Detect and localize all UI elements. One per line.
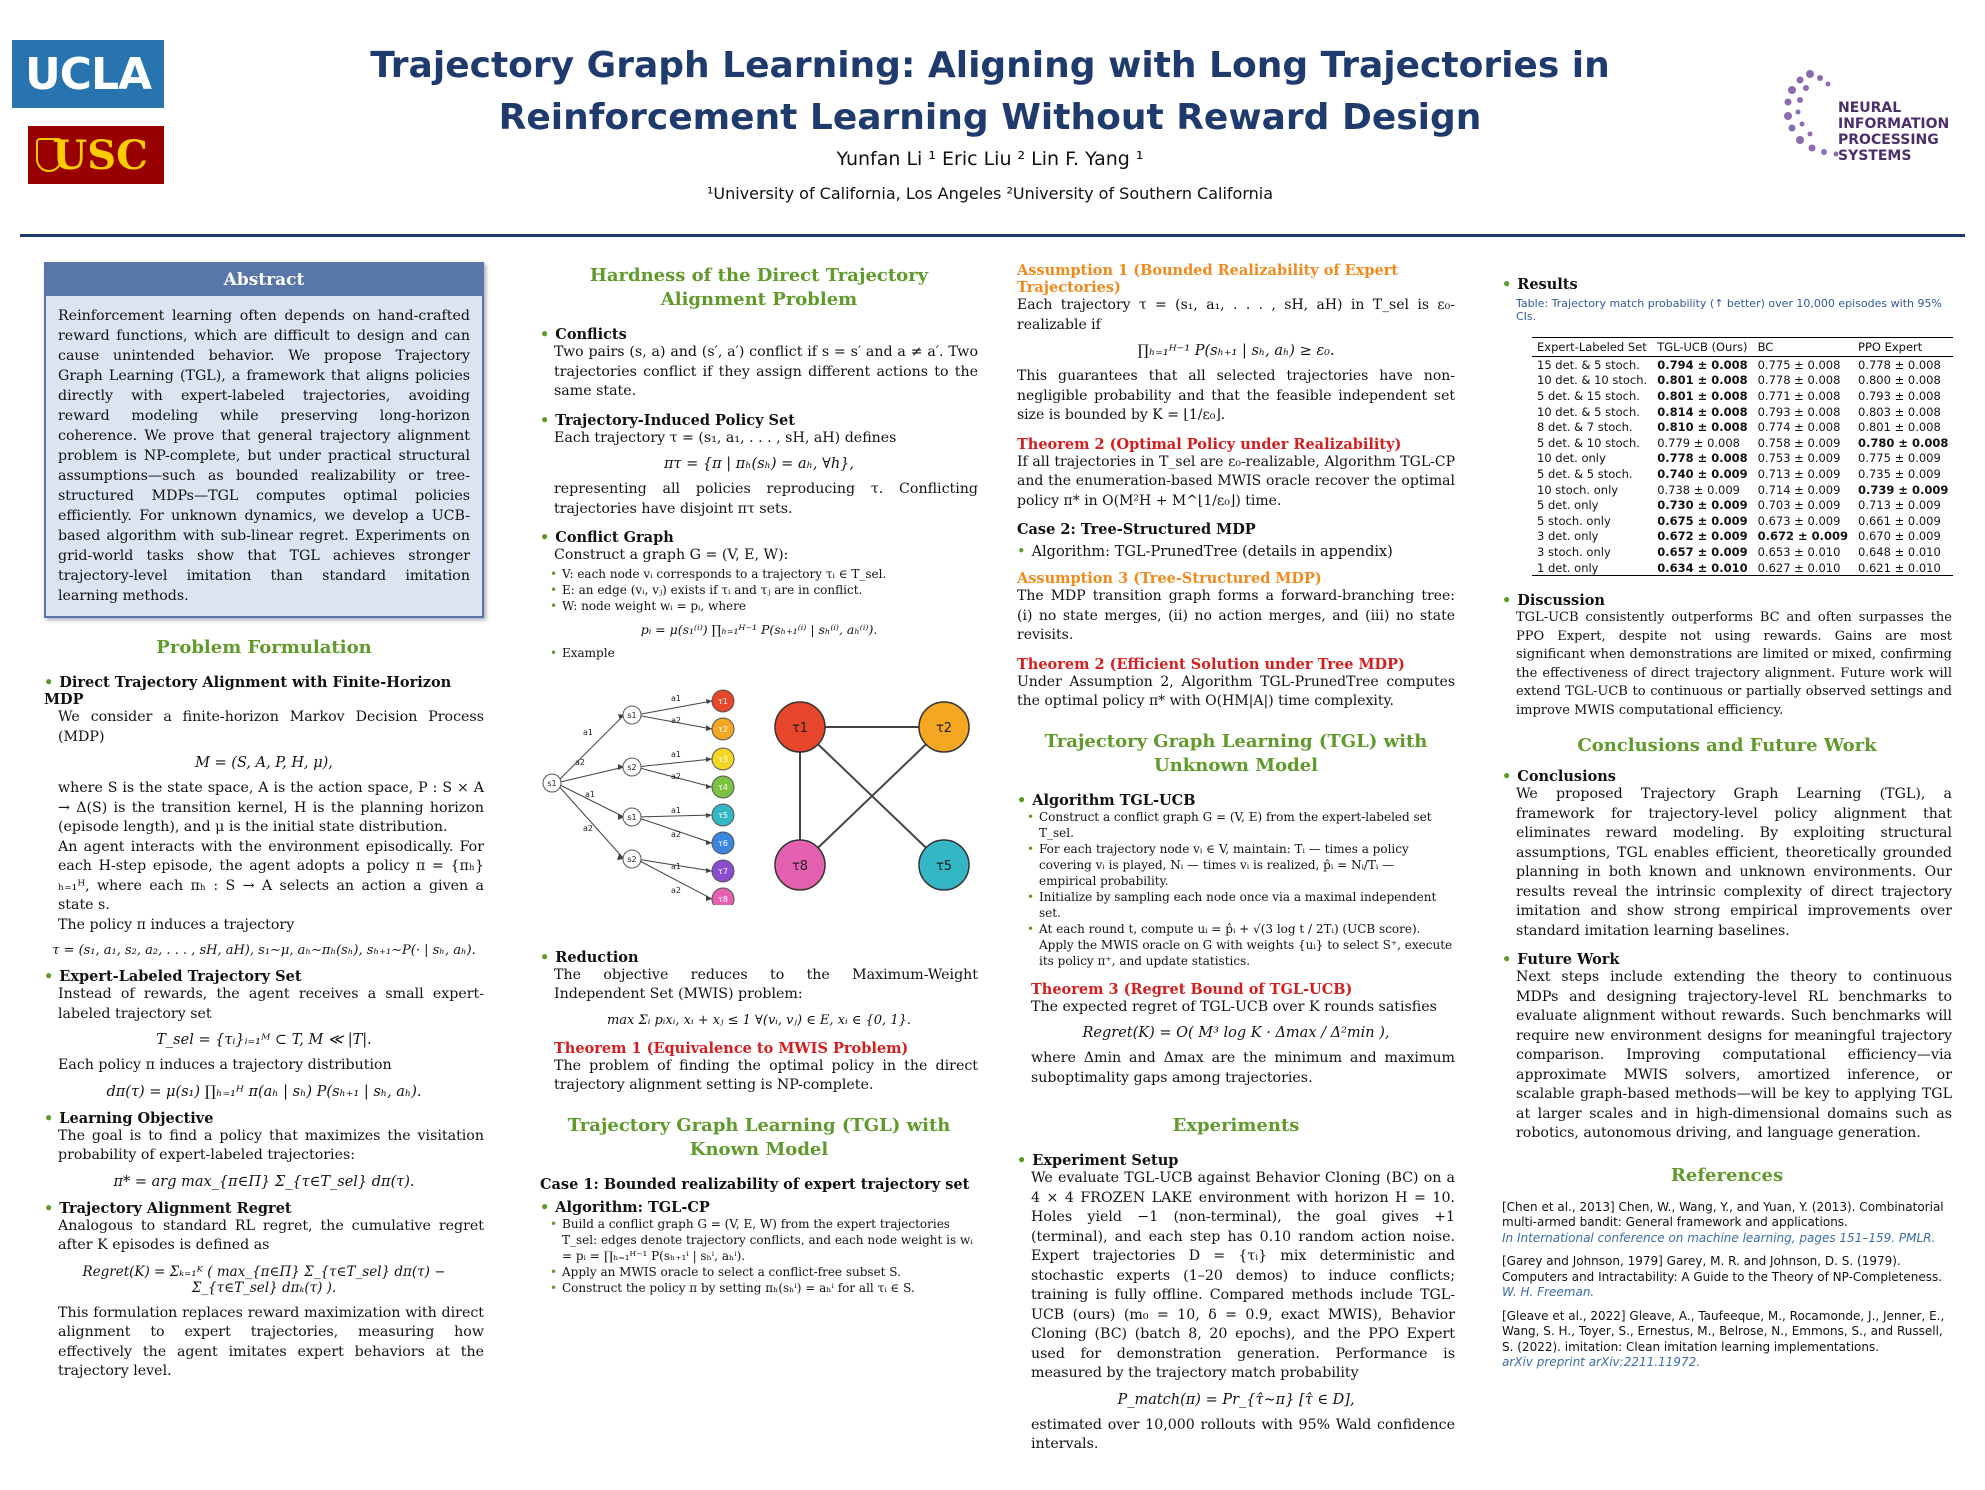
policy-set-heading: • Trajectory-Induced Policy Set [540, 412, 978, 429]
references-title: References [1670, 1164, 1784, 1186]
table-cell: 0.801 ± 0.008 [1657, 373, 1748, 388]
graph-node-tau-8: τ8 [791, 858, 809, 874]
leaf-tau-2: τ2 [718, 724, 728, 734]
table-cell: 0.775 ± 0.009 [1858, 451, 1941, 466]
learning-objective-text: The goal is to find a policy that maximizes the visitation probability of expert-labeled trajectories: [58, 1127, 484, 1163]
table-row [1532, 466, 1953, 482]
neurips-line-3: PROCESSING [1838, 132, 1939, 148]
table-row [1532, 419, 1953, 435]
table-cell: 0.774 ± 0.008 [1757, 420, 1841, 435]
reference-2-link[interactable]: W. H. Freeman. [1502, 1285, 1595, 1300]
column-2 [540, 262, 978, 1296]
table-cell: 0.814 ± 0.008 [1657, 404, 1748, 419]
table-cell: 10 det. & 5 stoch. [1537, 404, 1640, 419]
tree-node-2: s2 [627, 762, 637, 772]
expert-set-equation: T_sel = {τᵢ}ᵢ₌₁ᴹ ⊂ T, M ≪ |T|. [156, 1032, 372, 1048]
ucla-logo [12, 40, 164, 108]
table-cell: 0.627 ± 0.010 [1753, 560, 1853, 576]
tree-edge-label: a2 [671, 885, 681, 895]
table-cell: 0.740 ± 0.009 [1657, 466, 1748, 481]
experiment-setup-heading: • Experiment Setup [1017, 1152, 1455, 1169]
mdp-intro-text: We consider a finite-horizon Markov Decision Process (MDP) [58, 709, 484, 745]
table-cell: 10 det. only [1537, 451, 1606, 466]
tree-edge-label: a1 [585, 789, 595, 799]
tgl-cp-step-3: • Construct the policy π by setting πₕ(sₕⁱ) = aₕⁱ for all τᵢ ∈ S. [540, 1280, 978, 1296]
table-cell: 5 det. & 5 stoch. [1537, 466, 1633, 481]
table-cell: 0.778 ± 0.008 [1657, 451, 1748, 466]
tgl-ucb-step-4: • At each round t, compute uᵢ = p̂ᵢ + √(3 log t / 2Tᵢ) (UCB score). Apply the MWIS oracle on G with weights {uᵢ} to select S⁺, execute its policy π⁺, and update statistics. [1017, 921, 1455, 969]
mdp-definition-text: where S is the state space, A is the action space, P : S × A → Δ(S) is the transition kernel, H is the planning horizon (episode length), and μ is the initial state distribution. [58, 780, 484, 835]
case-1-heading: Case 1: Bounded realizability of expert trajectory set [540, 1175, 970, 1193]
example-label: • Example [540, 645, 978, 661]
direct-alignment-heading: • Direct Trajectory Alignment with Finite-Horizon MDP [44, 674, 484, 708]
theorem-1-title: Theorem 1 (Equivalence to MWIS Problem) [554, 1039, 909, 1057]
column-1 [44, 262, 484, 1382]
tree-edge-label: a1 [671, 861, 681, 871]
assumption-3-title: Assumption 3 (Tree-Structured MDP) [1017, 570, 1322, 587]
table-cell: 0.793 ± 0.008 [1757, 404, 1841, 419]
table-cell: 0.713 ± 0.009 [1858, 498, 1941, 513]
alignment-regret-heading: • Trajectory Alignment Regret [44, 1200, 484, 1217]
poster-header [0, 0, 1985, 240]
conflict-graph-heading: • Conflict Graph [540, 529, 978, 546]
table-cell: 0.670 ± 0.009 [1858, 529, 1941, 544]
table-cell: 0.735 ± 0.009 [1858, 466, 1941, 481]
table-row [1532, 388, 1953, 404]
policy-trajectory-text: The policy π induces a trajectory [58, 916, 295, 933]
future-work-text: Next steps include extending the theory to continuous MDPs and designing trajectory-level RL benchmarks to evaluate alignment without rewards. Such benchmarks will require new environment designs for meaningful trajectory comparison. Improving computational efficiency—via approximate MWIS solvers, amortized inference, or scalable graph-based methods—will be key to applying TGL at larger scales and in high-dimensional domains such as robotics, autonomous driving, and language generation. [1516, 969, 1952, 1142]
leaf-tau-4: τ4 [718, 782, 728, 792]
tree-node-root: s1 [547, 778, 557, 788]
table-row [1532, 529, 1953, 545]
table-cell: 5 det. & 15 stoch. [1537, 388, 1640, 403]
table-column-header: PPO Expert [1853, 338, 1953, 357]
table-row [1532, 373, 1953, 389]
experiment-setup-text-2: estimated over 10,000 rollouts with 95% Wald confidence intervals. [1031, 1416, 1455, 1452]
tree-edge-label: a2 [671, 771, 681, 781]
table-cell: 5 stoch. only [1537, 513, 1611, 528]
table-cell: 10 stoch. only [1537, 482, 1619, 497]
table-row [1532, 451, 1953, 467]
discussion-heading: • Discussion [1502, 592, 1952, 609]
conflict-graph-e: • E: an edge (vᵢ, vⱼ) exists if τᵢ and τⱼ are in conflict. [540, 582, 978, 598]
theorem-3-text: The expected regret of TGL-UCB over K rounds satisfies [1031, 998, 1437, 1015]
learning-objective-heading: • Learning Objective [44, 1110, 484, 1127]
reference-1-text: [Chen et al., 2013] Chen, W., Wang, Y., and Yuan, Y. (2013). Combinatorial multi-armed bandit: General framework and applications. [1502, 1199, 1944, 1230]
future-work-heading: • Future Work [1502, 951, 1952, 968]
table-row [1532, 544, 1953, 560]
regret-bound-equation: Regret(K) = O( M³ log K · Δmax / Δ²min ), [1082, 1025, 1390, 1041]
conflict-graph-w: • W: node weight wᵢ = pᵢ, where [540, 598, 978, 614]
table-cell: 0.657 ± 0.009 [1657, 544, 1748, 559]
tgl-ucb-heading: • Algorithm TGL-UCB [1017, 792, 1455, 809]
tree-edge-label: a1 [671, 693, 681, 703]
tree-edge-label: a2 [671, 829, 681, 839]
expert-set-text: Instead of rewards, the agent receives a small expert-labeled trajectory set [58, 986, 484, 1022]
table-cell: 5 det. only [1537, 498, 1599, 513]
leaf-tau-5: τ5 [718, 810, 728, 820]
match-probability-equation: P_match(π) = Pr_{τ̂∼π} [τ̂ ∈ D], [1117, 1391, 1355, 1408]
tree-edge-label: a2 [575, 757, 585, 767]
table-cell: 8 det. & 7 stoch. [1537, 420, 1633, 435]
table-row [1532, 513, 1953, 529]
theorem-2b-text: Under Assumption 2, Algorithm TGL-PrunedTree computes the optimal policy π* with O(HM|A|) time complexity. [1017, 673, 1455, 709]
column-4 [1502, 262, 1952, 1379]
tree-node-1: s1 [627, 710, 637, 720]
ucla-logo-text: UCLA [24, 48, 152, 100]
tree-edge-label: a2 [583, 823, 593, 833]
tgl-ucb-step-2: • For each trajectory node vᵢ ∈ V, maintain: Tᵢ — times a policy covering vᵢ is played, Nᵢ — times vᵢ is realized, p̂ᵢ = Nᵢ/Tᵢ — empirical probability. [1017, 841, 1455, 889]
table-cell: 0.801 ± 0.008 [1858, 420, 1941, 435]
graph-node-tau-5: τ5 [935, 858, 953, 874]
reduction-text: The objective reduces to the Maximum-Weight Independent Set (MWIS) problem: [554, 966, 978, 1002]
unknown-model-title: Trajectory Graph Learning (TGL) with Unknown Model [1044, 730, 1428, 776]
header-divider [20, 234, 1965, 237]
mwis-equation: max Σᵢ pᵢxᵢ, xᵢ + xⱼ ≤ 1 ∀(vᵢ, vⱼ) ∈ E, xᵢ ∈ {0, 1}. [606, 1012, 911, 1028]
usc-seal-icon [36, 138, 62, 172]
alignment-regret-text: Analogous to standard RL regret, the cumulative regret after K episodes is defined as [58, 1217, 484, 1253]
table-cell: 0.771 ± 0.008 [1757, 388, 1841, 403]
table-cell: 0.780 ± 0.008 [1858, 435, 1949, 450]
table-cell: 0.775 ± 0.008 [1757, 357, 1841, 372]
known-model-title: Trajectory Graph Learning (TGL) with Known Model [567, 1114, 951, 1160]
table-cell: 0.753 ± 0.009 [1757, 451, 1841, 466]
tree-edge-label: a1 [583, 727, 593, 737]
policy-set-equation: πτ = {π | πₕ(sₕ) = aₕ, ∀h}, [663, 456, 855, 472]
tree-edge-label: a1 [671, 805, 681, 815]
node-weight-equation: pᵢ = μ(s₁⁽ⁱ⁾) ∏ₕ₌₁ᴴ⁻¹ P(sₕ₊₁⁽ⁱ⁾ | sₕ⁽ⁱ⁾, aₕ⁽ⁱ⁾). [640, 621, 878, 637]
table-row [1532, 404, 1953, 420]
table-cell: 0.778 ± 0.008 [1757, 373, 1841, 388]
table-cell: 3 det. only [1537, 529, 1599, 544]
table-cell: 0.778 ± 0.008 [1858, 357, 1941, 372]
usc-logo [28, 126, 164, 184]
table-row [1532, 560, 1953, 576]
tree-edge-label: a1 [671, 749, 681, 759]
neurips-line-2: INFORMATION [1838, 116, 1950, 132]
table-cell: 0.648 ± 0.010 [1858, 544, 1941, 559]
problem-formulation-title: Problem Formulation [156, 637, 372, 658]
graph-node-tau-1: τ1 [791, 720, 809, 736]
leaf-tau-6: τ6 [718, 838, 728, 848]
results-heading: • Results [1502, 276, 1952, 293]
tgl-ucb-step-1: • Construct a conflict graph G = (V, E) from the expert-labeled set T_sel. [1017, 809, 1455, 841]
tgl-cp-step-1: • Build a conflict graph G = (V, E, W) from the expert trajectories T_sel: edges denote trajectory conflicts, and each node weight is wᵢ = pᵢ = ∏ₕ₌₁ᴴ⁻¹ P(sₕ₊₁ⁱ | sₕⁱ, aₕⁱ). [540, 1216, 978, 1264]
table-cell: 0.703 ± 0.009 [1757, 498, 1841, 513]
conclusions-title: Conclusions and Future Work [1577, 735, 1877, 757]
table-cell: 0.738 ± 0.009 [1657, 482, 1740, 497]
table-cell: 0.661 ± 0.009 [1858, 513, 1941, 528]
policy-set-text-2: representing all policies reproducing τ. Conflicting trajectories have disjoint πτ sets. [554, 481, 978, 517]
mdp-equation: M = (S, A, P, H, μ), [195, 755, 333, 771]
leaf-tau-8: τ8 [718, 894, 728, 904]
abstract-body: Reinforcement learning often depends on hand-crafted reward functions, which are difficult to design and can cause unintended behavior. We propose Trajectory Graph Learning (TGL), a framework that aligns policies directly with expert-labeled trajectories, avoiding reward modeling while preserving long-horizon coherence. We prove that general trajectory alignment problem is NP-complete, but under practical structural assumptions—such as bounded realizability or tree-structured MDPs—TGL computes optimal policies efficiently. For unknown dynamics, we develop a UCB-based algorithm with sub-linear regret. Experiments on grid-world tasks show that TGL achieves stronger trajectory-level imitation than standard imitation learning methods. [58, 308, 470, 604]
table-cell: 0.801 ± 0.008 [1657, 388, 1748, 403]
experiment-setup-text: We evaluate TGL-UCB against Behavior Cloning (BC) on a 4 × 4 FROZEN LAKE environment with horizon H = 10. Holes yield −1 (non-terminal), the goal gives +1 (terminal), and each step has 0.10 random action noise. Expert trajectories D = {τᵢ} mix deterministic and stochastic experts (1–20 demos) to induce conflicts; training is fully offline. Compared methods include TGL-UCB (ours) (m₀ = 10, δ = 0.9, exact MWIS), Behavior Cloning (BC) (batch 8, 20 epochs), and the PPO Expert used for demonstration generation. Performance is measured by the trajectory match probability [1031, 1170, 1455, 1381]
reference-3-link[interactable]: arXiv preprint arXiv:2211.11972. [1502, 1355, 1701, 1370]
table-cell: 5 det. & 10 stoch. [1537, 435, 1640, 450]
policy-set-text: Each trajectory τ = (s₁, a₁, . . . , sH, aH) defines [554, 429, 897, 446]
reduction-heading: • Reduction [540, 949, 978, 966]
results-table-body [1532, 357, 1953, 576]
trajectory-equation: τ = (s₁, a₁, s₂, a₂, . . . , sH, aH), s₁∼μ, aₕ∼πₕ(sₕ), sₕ₊₁∼P(· | sₕ, aₕ). [52, 943, 476, 958]
tgl-cp-step-2: • Apply an MWIS oracle to select a conflict-free subset S. [540, 1264, 978, 1280]
table-cell: 0.794 ± 0.008 [1657, 357, 1748, 372]
tgl-ucb-step-3: • Initialize by sampling each node once via a maximal independent set. [1017, 889, 1455, 921]
tree-node-3: s1 [627, 812, 637, 822]
neurips-line-1: NEURAL [1838, 100, 1902, 116]
column-3 [1017, 262, 1455, 1455]
case-2-heading: Case 2: Tree-Structured MDP [1017, 521, 1256, 538]
graph-node-tau-2: τ2 [935, 720, 953, 736]
table-cell: 0.800 ± 0.008 [1858, 373, 1941, 388]
assumption-1-title: Assumption 1 (Bounded Realizability of Expert Trajectories) [1017, 262, 1399, 296]
table-row [1532, 482, 1953, 498]
tree-edge-label: a2 [671, 715, 681, 725]
abstract-box [44, 262, 484, 618]
table-cell: 0.713 ± 0.009 [1757, 466, 1841, 481]
table-row [1532, 497, 1953, 513]
table-column-header: Expert-Labeled Set [1532, 338, 1652, 357]
table-row [1532, 435, 1953, 451]
reference-3 [1502, 1309, 1952, 1371]
results-table [1532, 337, 1953, 576]
neurips-logo [1780, 64, 1970, 174]
poster-title: Trajectory Graph Learning: Aligning with Long Trajectories in Reinforcement Learning Without Reward Design [370, 45, 1610, 138]
table-cell: 0.675 ± 0.009 [1657, 513, 1748, 528]
leaf-tau-3: τ3 [718, 754, 728, 764]
table-cell: 0.810 ± 0.008 [1657, 420, 1748, 435]
reference-3-text: [Gleave et al., 2022] Gleave, A., Taufeeque, M., Rocamonde, J., Jenner, E., Wang, S. H., Toyer, S., Ernestus, M., Belrose, N., Emmons, S., and Russell, S. (2022). imitation: Clean imitation learning implementations. [1502, 1308, 1945, 1354]
table-cell: 0.634 ± 0.010 [1652, 560, 1752, 576]
experiments-title: Experiments [1172, 1115, 1300, 1136]
alignment-regret-equation: Regret(K) = Σₖ₌₁ᴷ ( max_{π∈Π} Σ_{τ∈T_sel} dπ(τ) − Σ_{τ∈T_sel} dπₖ(τ) ). [82, 1263, 446, 1296]
trajectory-distribution-equation: dπ(τ) = μ(s₁) ∏ₕ₌₁ᴴ π(aₕ | sₕ) P(sₕ₊₁ | sₕ, aₕ). [106, 1083, 422, 1100]
conflict-graph-v: • V: each node vᵢ corresponds to a trajectory τᵢ ∈ T_sel. [540, 566, 978, 582]
tree-node-4: s2 [627, 854, 637, 864]
table-cell: 0.673 ± 0.009 [1757, 513, 1841, 528]
neurips-logo-text [1838, 100, 1949, 164]
table-cell: 0.779 ± 0.008 [1657, 435, 1740, 450]
table-cell: 3 stoch. only [1537, 544, 1611, 559]
assumption-3-text: The MDP transition graph forms a forward-branching tree: (i) no state merges, (ii) no action merges, and (iii) no state revisits. [1017, 588, 1455, 643]
usc-logo-text: USC [52, 131, 148, 179]
table-cell: 0.803 ± 0.008 [1858, 404, 1941, 419]
conflicts-heading: • Conflicts [540, 326, 978, 343]
table-cell: 0.793 ± 0.008 [1858, 388, 1941, 403]
table-cell: 0.714 ± 0.009 [1757, 482, 1841, 497]
tgl-cp-heading: • Algorithm: TGL-CP [540, 1199, 978, 1216]
episode-text: An agent interacts with the environment episodically. For each H-step episode, the agent adopts a policy π = {πₕ}ₕ₌₁ᴴ, where each πₕ : S → A selects an action a given a state s. [58, 838, 484, 913]
theorem-1-text: The problem of finding the optimal policy in the direct trajectory alignment setting is NP-complete. [554, 1057, 978, 1093]
assumption-1-text-2: This guarantees that all selected trajectories have non-negligible probability and that the feasible independent set size is bounded by K = ⌊1/ε₀⌋. [1017, 368, 1455, 423]
table-column-header: BC [1753, 338, 1853, 357]
theorem-3-text-2: where Δmin and Δmax are the minimum and maximum suboptimality gaps among trajectories. [1031, 1050, 1455, 1086]
table-column-header: TGL-UCB (Ours) [1652, 338, 1752, 357]
leaf-tau-1: τ1 [718, 696, 728, 706]
assumption-1-equation: ∏ₕ₌₁ᴴ⁻¹ P(sₕ₊₁ | sₕ, aₕ) ≥ ε₀. [1137, 343, 1335, 359]
example-diagram [540, 665, 978, 905]
table-cell: 1 det. only [1532, 560, 1652, 576]
reference-1-link[interactable]: In International conference on machine learning, pages 151–159. PMLR. [1502, 1230, 1936, 1245]
theorem-2b-title: Theorem 2 (Efficient Solution under Tree MDP) [1017, 655, 1405, 673]
discussion-text: TGL-UCB consistently outperforms BC and often surpasses the PPO Expert, despite not using rewards. Gains are most significant when demonstrations are limited or mixed, confirming the effectiveness of direct trajectory alignment. Future work will extend TGL-UCB to continuous or partially observed settings and improve MWIS computational efficiency. [1516, 610, 1952, 718]
pruned-tree-algorithm: • Algorithm: TGL-PrunedTree (details in appendix) [1017, 544, 1455, 560]
table-cell: 10 det. & 10 stoch. [1537, 373, 1648, 388]
conflict-graph-text: Construct a graph G = (V, E, W): [554, 547, 789, 563]
reference-2 [1502, 1254, 1952, 1301]
reference-1 [1502, 1200, 1952, 1247]
table-cell: 0.672 ± 0.009 [1757, 529, 1849, 544]
hardness-title: Hardness of the Direct Trajectory Alignment Problem [589, 265, 929, 310]
trajectory-distribution-text: Each policy π induces a trajectory distribution [58, 1057, 392, 1073]
conclusions-heading: • Conclusions [1502, 768, 1952, 785]
table-cell: 0.672 ± 0.009 [1657, 529, 1748, 544]
theorem-2-title: Theorem 2 (Optimal Policy under Realizability) [1017, 435, 1402, 453]
poster-affiliations: ¹University of California, Los Angeles ²University of Southern California [706, 184, 1274, 203]
neurips-dots-icon [1780, 64, 1840, 164]
table-cell: 0.653 ± 0.010 [1757, 544, 1841, 559]
theorem-2-text: If all trajectories in T_sel are ε₀-realizable, Algorithm TGL-CP and the enumeration-based MWIS oracle recover the optimal policy π* in O(M²H + M^⌊1/ε₀⌋) time. [1017, 453, 1455, 509]
learning-objective-equation: π* = arg max_{π∈Π} Σ_{τ∈T_sel} dπ(τ). [113, 1173, 415, 1190]
table-cell: 0.739 ± 0.009 [1858, 482, 1949, 497]
poster-authors: Yunfan Li ¹ Eric Liu ² Lin F. Yang ¹ [836, 148, 1144, 170]
assumption-1-text: Each trajectory τ = (s₁, a₁, . . . , sH, aH) in T_sel is ε₀-realizable if [1017, 297, 1455, 333]
abstract-title: Abstract [46, 264, 482, 296]
reference-2-text: [Garey and Johnson, 1979] Garey, M. R. and Johnson, D. S. (1979). Computers and Intractability: A Guide to the Theory of NP-Completeness. [1502, 1254, 1943, 1284]
theorem-3-title: Theorem 3 (Regret Bound of TGL-UCB) [1031, 980, 1353, 998]
table-header-row [1532, 338, 1953, 357]
neurips-line-4: SYSTEMS [1838, 148, 1912, 164]
table-cell: 0.730 ± 0.009 [1657, 498, 1748, 513]
results-caption: Table: Trajectory match probability (↑ better) over 10,000 episodes with 95% CIs. [1516, 297, 1942, 323]
table-cell: 15 det. & 5 stoch. [1537, 357, 1640, 372]
alignment-regret-summary: This formulation replaces reward maximization with direct alignment to expert trajectories, measuring how effectively the agent imitates expert behaviors at the trajectory level. [58, 1304, 484, 1379]
conflicts-text: Two pairs (s, a) and (s′, a′) conflict if s = s′ and a ≠ a′. Two trajectories conflict if they assign different actions to the same state. [554, 344, 978, 399]
expert-set-heading: • Expert-Labeled Trajectory Set [44, 968, 484, 985]
table-row [1532, 357, 1953, 373]
conclusions-text: We proposed Trajectory Graph Learning (TGL), a framework for trajectory-level policy alignment that eliminates reward modeling. By exploiting structural assumptions, TGL enables efficient, theoretically grounded planning in both known and unknown environments. Our results reveal the intrinsic complexity of direct trajectory imitation and show strong empirical improvements over standard imitation learning baselines. [1516, 786, 1952, 939]
table-cell: 0.621 ± 0.010 [1853, 560, 1953, 576]
table-cell: 0.758 ± 0.009 [1757, 435, 1841, 450]
leaf-tau-7: τ7 [718, 866, 728, 876]
